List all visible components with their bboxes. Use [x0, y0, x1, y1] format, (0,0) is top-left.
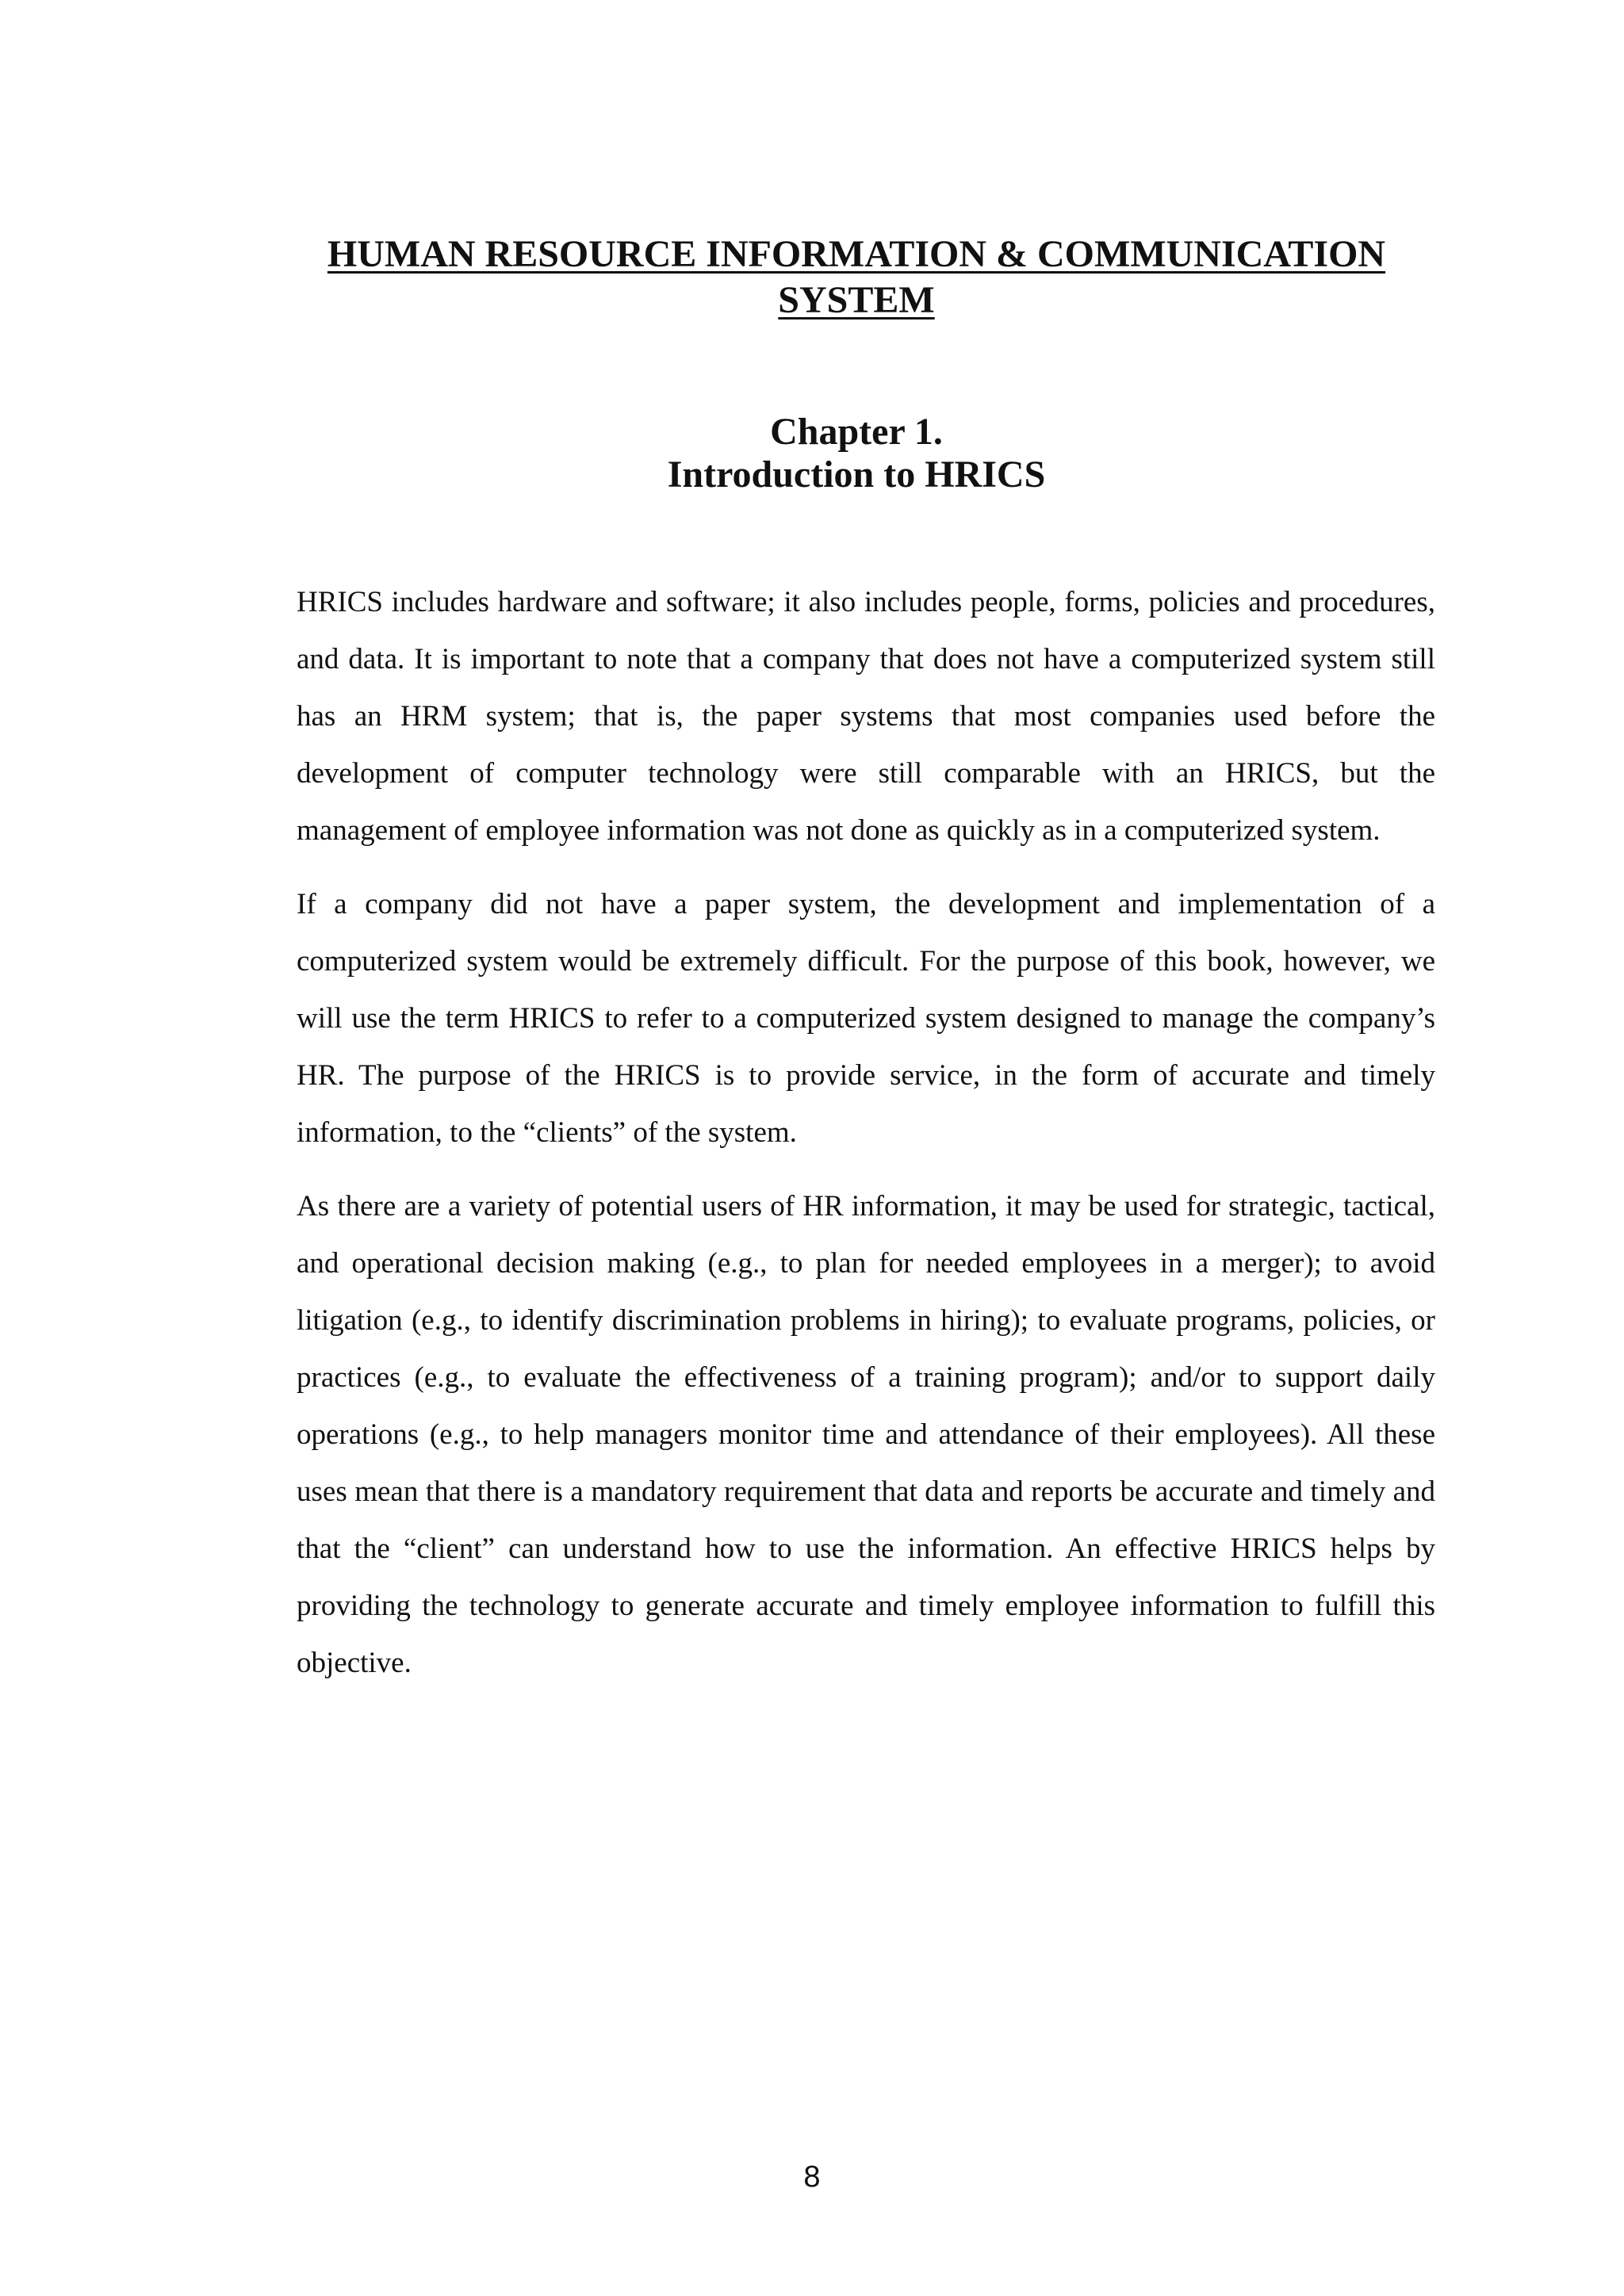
paragraph-1: HRICS includes hardware and software; it also includes people, forms, policies and procedures, and data. It is important to note that a company that does not have a computerized system still has an HRM system; that is, the paper systems that most companies used before the development of computer technology were still comparable with an HRICS, but the management of employee information was not done as quickly as in a computerized system.	[297, 586, 1435, 847]
chapter-number: Chapter 1.	[770, 411, 943, 453]
body-text	[297, 574, 1435, 1709]
document-title-line-2: SYSTEM	[778, 279, 935, 321]
paragraph-3: As there are a variety of potential users of HR information, it may be used for strategic, tactical, and operational decision making (e.g., to plan for needed employees in a merger); to avoid litigation (e.g., to identify discrimination problems in hiring); to evaluate programs, policies, or practices (e.g., to evaluate the effectiveness of a training program); and/or to support daily operations (e.g., to help managers monitor time and attendance of their employees). All these uses mean that there is a mandatory requirement that data and reports be accurate and timely and that the “client” can understand how to use the information. An effective HRICS helps by providing the technology to generate accurate and timely employee information to fulfill this objective.	[297, 1190, 1435, 1679]
paragraph-2: If a company did not have a paper system, the development and implementation of a computerized system would be extremely difficult. For the purpose of this book, however, we will use the term HRICS to refer to a computerized system designed to manage the company’s HR. The purpose of the HRICS is to provide service, in the form of accurate and timely information, to the “clients” of the system.	[297, 888, 1435, 1149]
document-title-line-1: HUMAN RESOURCE INFORMATION & COMMUNICATION	[327, 233, 1386, 275]
chapter-title: Introduction to HRICS	[667, 453, 1046, 496]
page-number: 8	[803, 2160, 821, 2194]
document-title	[238, 232, 1475, 323]
chapter-heading	[238, 411, 1475, 496]
